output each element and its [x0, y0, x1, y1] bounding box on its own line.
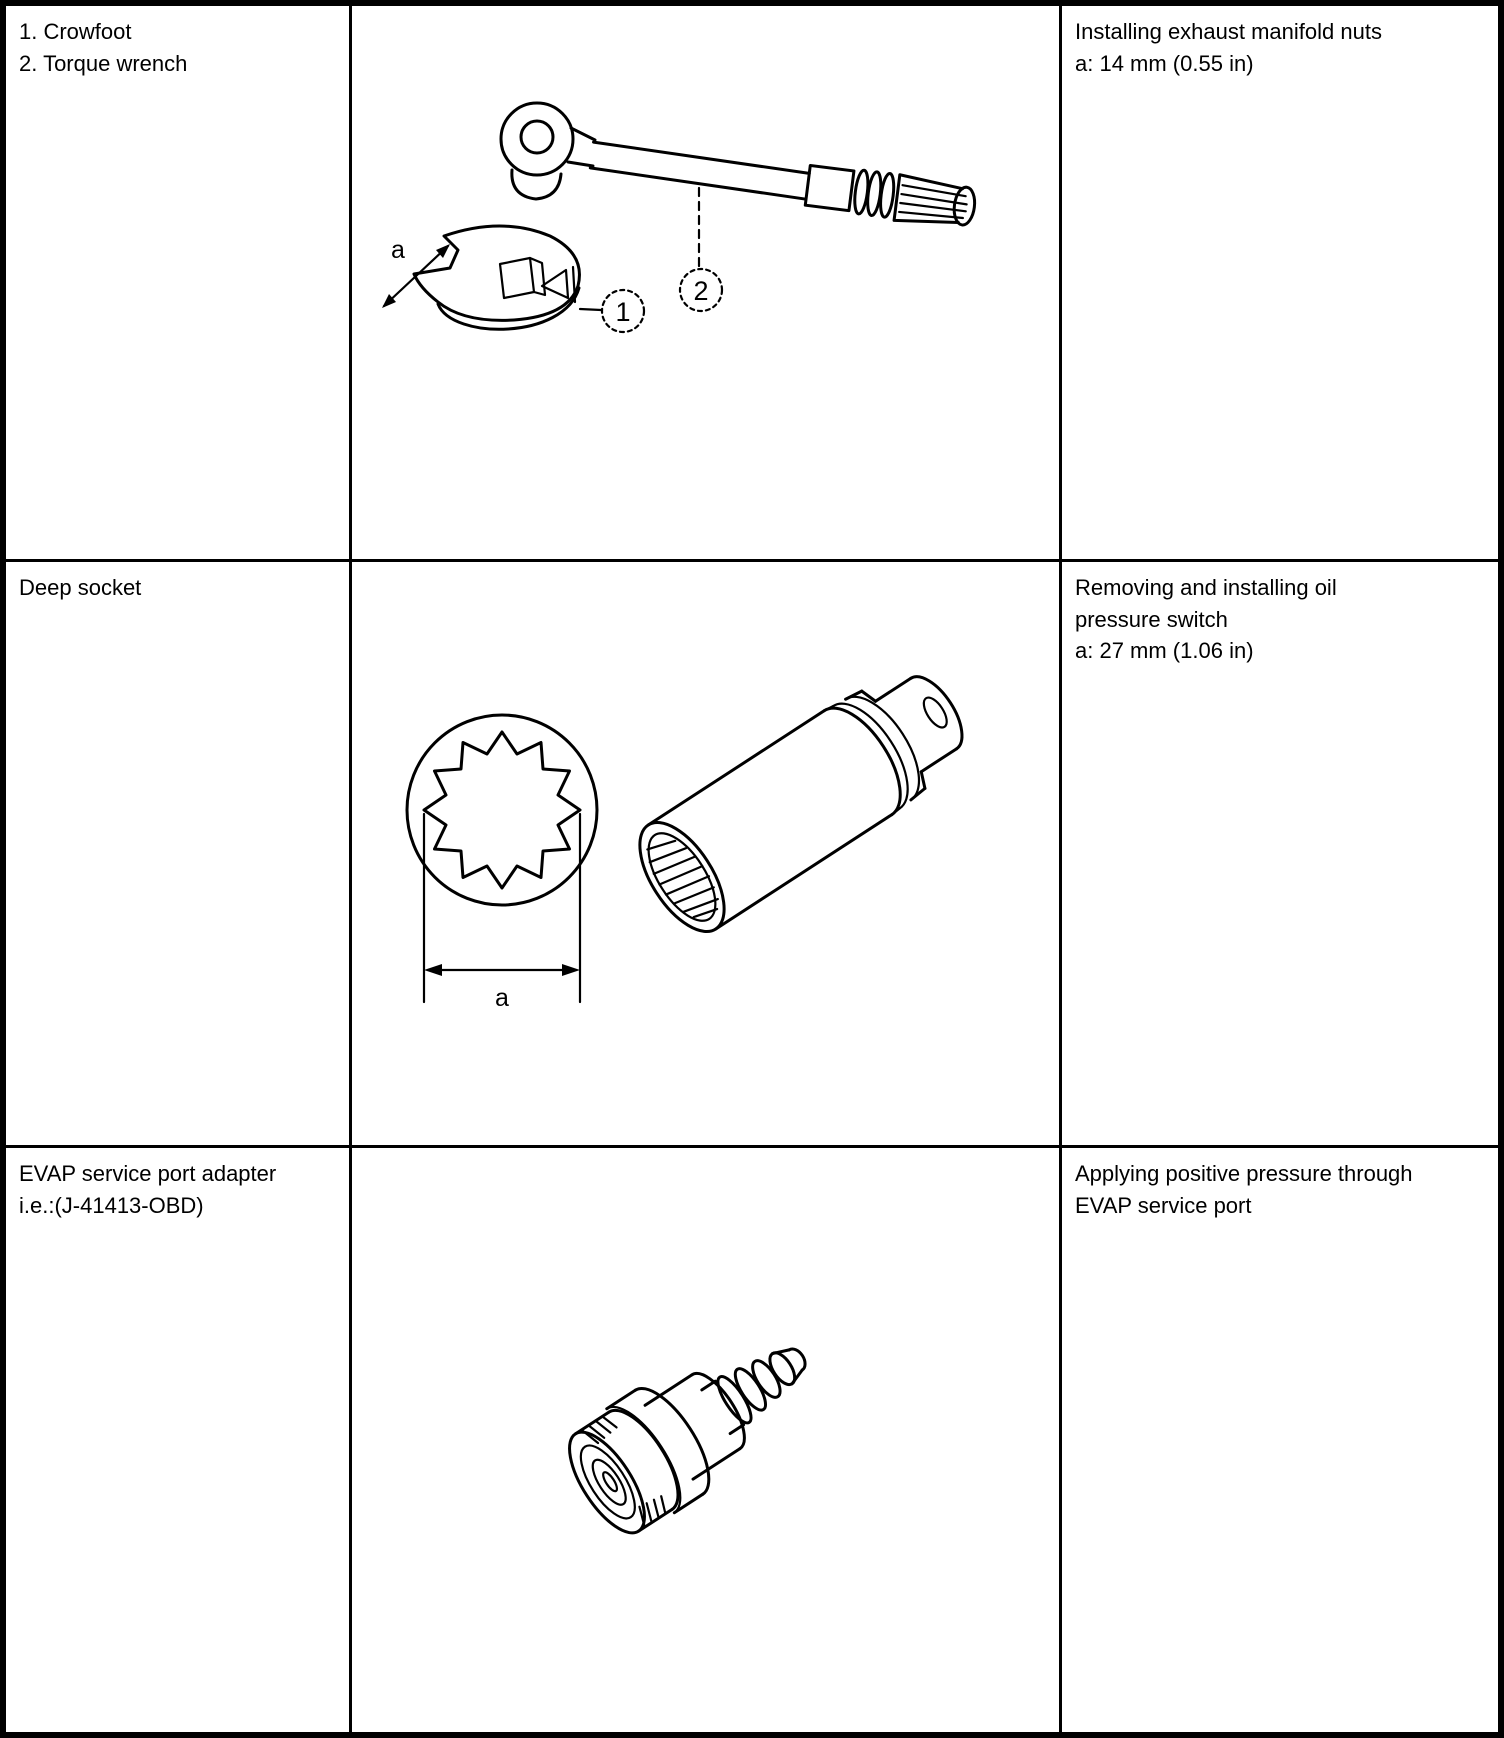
tool-name-line: 2. Torque wrench — [19, 50, 188, 76]
tool-name-cell-row2 — [6, 562, 352, 1148]
usage-line: EVAP service port — [1075, 1192, 1252, 1218]
illustration-cell-row1 — [352, 6, 1062, 562]
callout-1-leader — [580, 309, 601, 310]
illustration-cell-row2 — [352, 562, 1062, 1148]
crowfoot-drawing — [414, 226, 579, 329]
crowfoot-torque-wrench-illustration — [352, 6, 1059, 559]
usage-cell-row2 — [1062, 562, 1498, 1148]
crowfoot-jaw-dimension — [382, 236, 450, 308]
usage-line: Installing exhaust manifold nuts — [1075, 19, 1382, 44]
tool-name-line: EVAP service port adapter — [19, 1161, 277, 1186]
callout-2-label: 2 — [693, 276, 709, 306]
tool-name-line: i.e.:(J-41413-OBD) — [19, 1192, 204, 1218]
deep-socket-front-view — [407, 715, 597, 905]
usage-cell-row3 — [1062, 1148, 1498, 1732]
illustration-cell-row3 — [352, 1148, 1062, 1732]
usage-cell-row1 — [1062, 6, 1498, 562]
dimension-label-a: a — [495, 984, 509, 1012]
evap-adapter-illustration — [352, 1148, 1059, 1732]
usage-line: Applying positive pressure through — [1075, 1161, 1413, 1186]
usage-line: a: 27 mm (1.06 in) — [1075, 638, 1254, 663]
dimension-label-a: a — [391, 236, 405, 264]
socket-opening-dimension — [424, 814, 580, 1012]
usage-line: pressure switch — [1075, 606, 1228, 632]
evap-adapter-drawing — [553, 1304, 836, 1548]
deep-socket-illustration — [352, 562, 1059, 1145]
deep-socket-side-view — [623, 651, 984, 946]
usage-line: a: 14 mm (0.55 in) — [1075, 50, 1254, 76]
callout-1-label: 1 — [615, 297, 631, 327]
tool-name-line: 1. Crowfoot — [19, 19, 132, 44]
torque-wrench-drawing — [501, 103, 977, 230]
tool-name-line: Deep socket — [19, 575, 142, 600]
tool-name-cell-row3 — [6, 1148, 352, 1732]
usage-line: Removing and installing oil — [1075, 575, 1337, 600]
tool-name-cell-row1 — [6, 6, 352, 562]
